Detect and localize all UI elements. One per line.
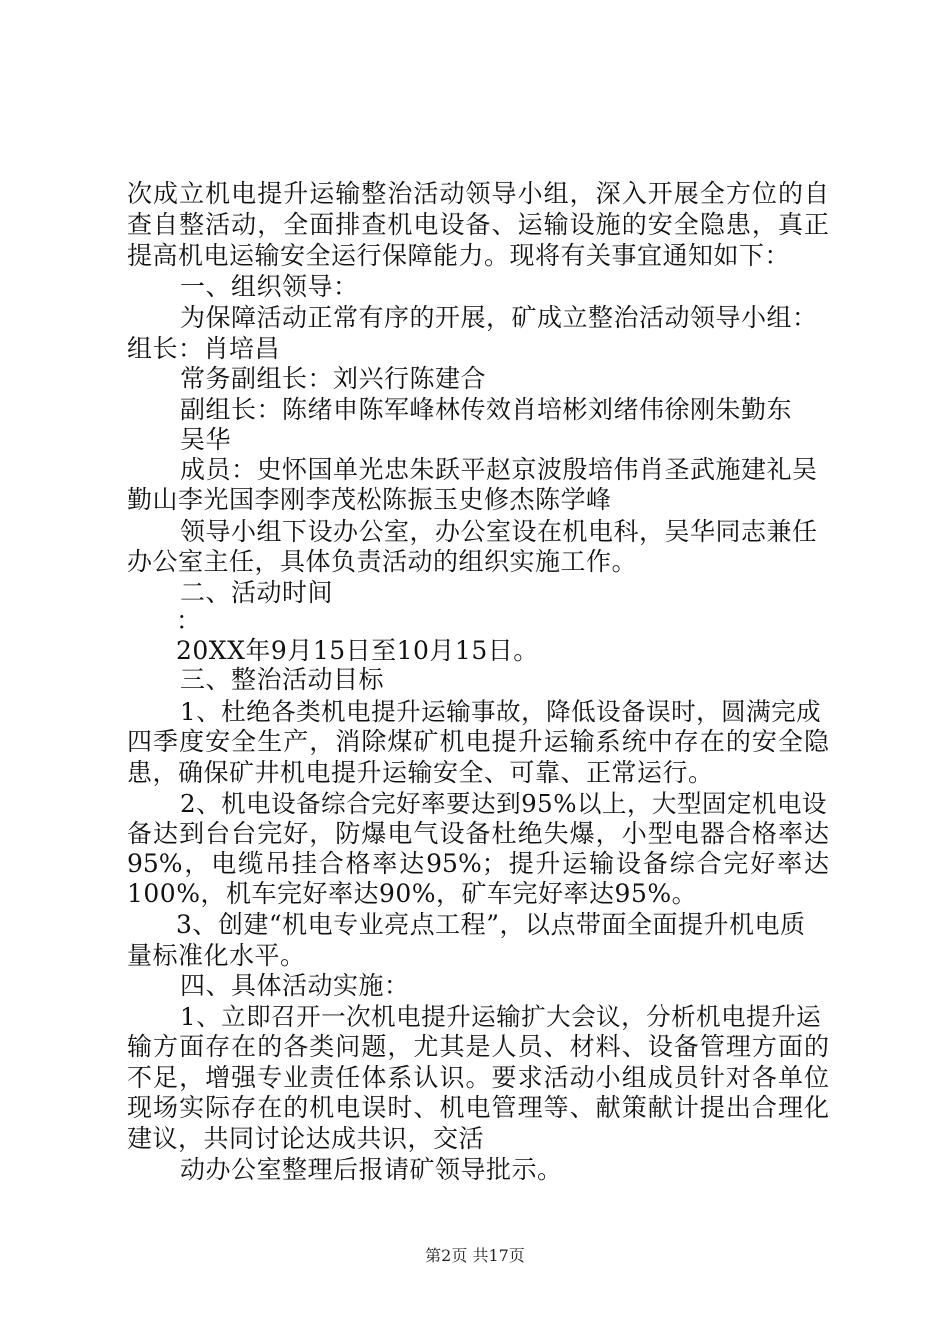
paragraph-line: 四季度安全生产，消除煤矿机电提升运输系统中存在的安全隐 [127,727,829,756]
paragraph-line: 1、杜绝各类机电提升运输事故，降低设备误时，圆满完成 [180,697,822,726]
paragraph-line: 常务副组长：刘兴行陈建合 [180,364,487,393]
paragraph-line: 副组长：陈绪申陈军峰林传效肖培彬刘绪伟徐刚朱勤东 [180,395,793,424]
section-heading: 三、整治活动目标 [180,665,385,694]
paragraph-line: 办公室主任，具体负责活动的组织实施工作。 [127,547,638,576]
paragraph-line: 动办公室整理后报请矿领导批示。 [180,1155,563,1184]
page-number-footer: 第2页 共17页 [425,1246,525,1265]
paragraph-line: 输方面存在的各类问题，尤其是人员、材料、设备管理方面的 [127,1032,829,1061]
paragraph-line: 3、创建“机电专业亮点工程”，以点带面全面提升机电质 [176,910,806,939]
paragraph-line: 量标准化水平。 [127,941,306,970]
paragraph-line: 2、机电设备综合完好率要达到95%以上，大型固定机电设 [180,789,828,818]
paragraph-line: 提高机电运输安全运行保障能力。现将有关事宜通知如下： [127,241,791,270]
paragraph-line: ： [176,606,202,635]
paragraph-line: 20XX年9月15日至10月15日。 [176,636,539,665]
paragraph-line: 95%，电缆吊挂合格率达95%；提升运输设备综合完好率达 [127,849,829,878]
paragraph-line: 备达到台台完好，防爆电气设备杜绝失爆，小型电器合格率达 [127,819,829,848]
paragraph-line: 领导小组下设办公室，办公室设在机电科，吴华同志兼任 [180,517,818,546]
section-heading: 四、具体活动实施： [180,971,410,1000]
paragraph-line: 患，确保矿井机电提升运输安全、可靠、正常运行。 [127,758,714,787]
paragraph-line: 吴华 [180,425,232,454]
paragraph-line: 100%，机车完好率达90%，矿车完好率达95%。 [127,879,698,908]
paragraph-line: 为保障活动正常有序的开展，矿成立整治活动领导小组： [180,303,818,332]
paragraph-line: 组长：肖培昌 [127,334,281,363]
paragraph-line: 1、立即召开一次机电提升运输扩大会议，分析机电提升运 [180,1002,822,1031]
paragraph-line: 建议，共同讨论达成共识，交活 [127,1124,485,1153]
paragraph-line: 不足，增强专业责任体系认识。要求活动小组成员针对各单位 [127,1063,829,1092]
section-heading: 二、活动时间 [180,578,334,607]
paragraph-line: 勤山李光国李刚李茂松陈振玉史修杰陈学峰 [127,485,612,514]
paragraph-line: 现场实际存在的机电误时、机电管理等、献策献计提出合理化 [127,1093,829,1122]
section-heading: 一、组织领导： [180,272,359,301]
paragraph-line: 次成立机电提升运输整治活动领导小组，深入开展全方位的自 [127,179,829,208]
paragraph-line: 查自整活动，全面排查机电设备、运输设施的安全隐患，真正 [127,210,829,239]
paragraph-line: 成员：史怀国单光忠朱跃平赵京波殷培伟肖圣武施建礼吴 [180,455,818,484]
